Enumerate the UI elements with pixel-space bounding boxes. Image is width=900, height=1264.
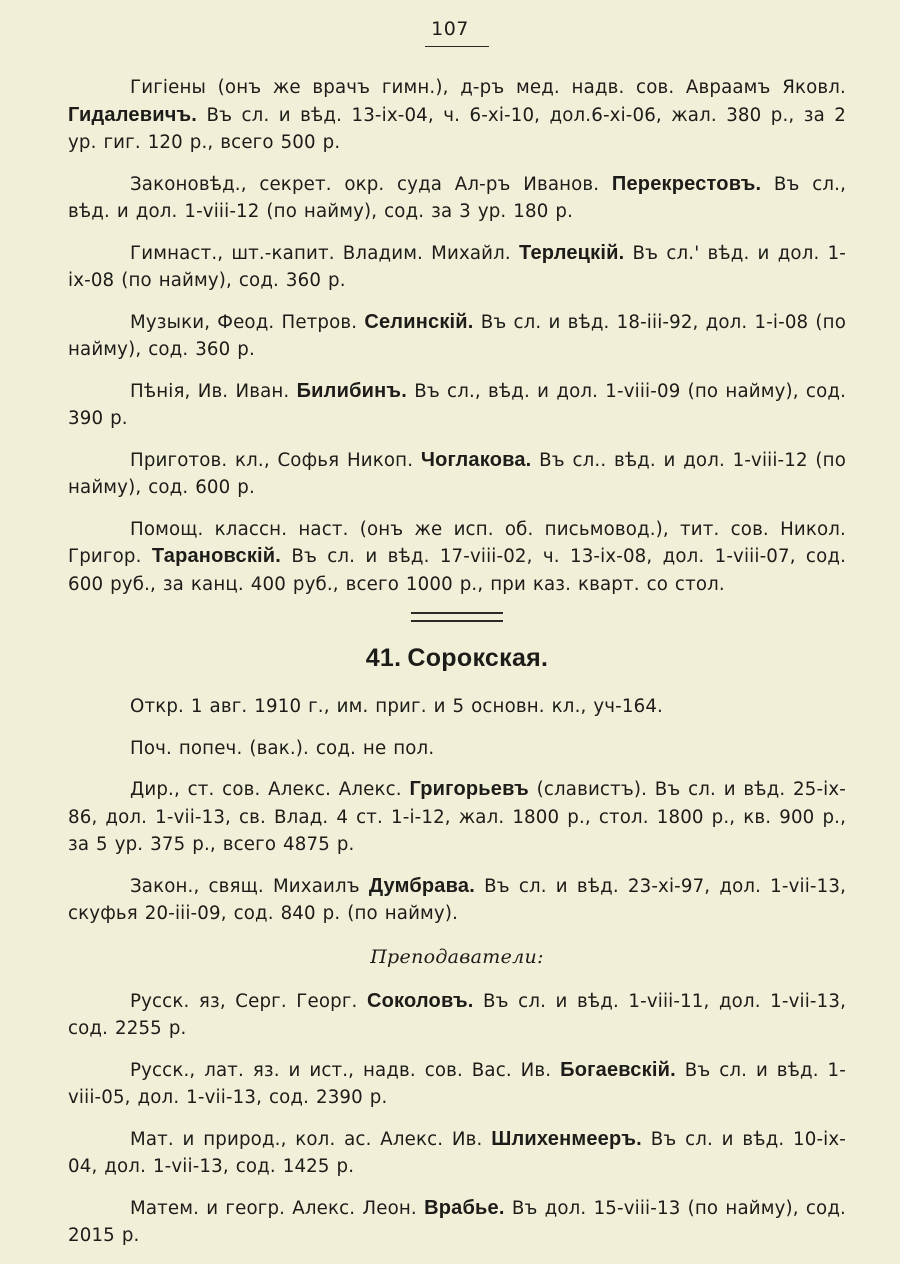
section-number: 41. xyxy=(365,644,402,672)
entry-surname: Перекрестовъ. xyxy=(611,172,762,195)
entry-gidalevich: Гигіены (онъ же врачъ гимн.), д-ръ мед. надв. сов. Авраамъ Яковл. Гидалевичъ. Въ сл. и вѣд. 13-ix-04, ч. 6-xi-10, дол.6-xi-06, жал. 380 р., за 2 ур. гиг. 120 р., всего 500 р. xyxy=(68,77,846,153)
section-heading xyxy=(68,644,846,673)
entry-choglakova: Приготов. кл., Софья Никоп. Чоглакова. Въ сл.. вѣд. и дол. 1-viii-12 (по найму), сод. 600 р. xyxy=(68,448,846,498)
entry-perekrestov: Законовѣд., секрет. окр. суда Ал-ръ Иванов. Перекрестовъ. Въ сл., вѣд. и дол. 1-viii-12 (по найму), сод. за 3 ур. 180 р. xyxy=(68,172,846,222)
entry-selinsky: Музыки, Феод. Петров. Селинскій. Въ сл. и вѣд. 18-iii-92, дол. 1-i-08 (по найму), сод. 360 р. xyxy=(68,310,846,360)
school-trustee-info: Поч. попеч. (вак.). сод. не пол. xyxy=(130,737,435,759)
entry-surname: Гидалевичъ. xyxy=(68,103,198,126)
entry-surname: Чоглакова. xyxy=(420,448,532,471)
teachers-heading: Преподаватели: xyxy=(370,945,544,968)
page-number-underline xyxy=(425,46,489,47)
entry-shlikhenmeer: Мат. и природ., кол. ас. Алекс. Ив. Шлихенмееръ. Въ сл. и вѣд. 10-ix-04, дол. 1-vii-13, сод. 1425 р. xyxy=(68,1127,847,1177)
entry-surname: Григорьевъ xyxy=(409,778,529,800)
entry-surname: Думбрава. xyxy=(368,874,475,897)
entry-surname: Билибинъ. xyxy=(296,379,407,402)
school-opening-info: Откр. 1 авг. 1910 г., им. приг. и 5 основн. кл., уч-164. xyxy=(130,696,663,717)
entry-surname: Врабье. xyxy=(424,1196,505,1219)
page-number: 107 xyxy=(431,18,469,40)
section-divider xyxy=(411,612,503,622)
entry-surname: Селинскій. xyxy=(364,310,474,333)
entry-surname: Тарановскій. xyxy=(151,545,282,567)
page-content xyxy=(68,74,846,1264)
entry-grigoriev: Дир., ст. сов. Алекс. Алекс. Григорьевъ (славистъ). Въ сл. и вѣд. 25-ix-86, дол. 1-vii-13, св. Влад. 4 ст. 1-i-12, жал. 1800 р., стол. 1800 р., кв. 900 р., за 5 ур. 375 р., всего 4875 р. xyxy=(68,778,847,855)
entry-sokolov: Русск. яз, Серг. Георг. Соколовъ. Въ сл. и вѣд. 1-viii-11, дол. 1-vii-13, сод. 2255 р. xyxy=(68,989,847,1039)
section-title: Сорокская. xyxy=(407,644,549,672)
entry-surname: Соколовъ. xyxy=(366,989,474,1012)
entry-taranovsky: Помощ. классн. наст. (онъ же исп. об. письмовод.), тит. сов. Никол. Григор. Тарановскій. Въ сл. и вѣд. 17-viii-02, ч. 13-ix-08, дол. 1-viii-07, сод. 600 руб., за канц. 400 руб., всего 1000 р., при каз. кварт. со стол. xyxy=(68,518,847,595)
entry-terletsky: Гимнаст., шт.-капит. Владим. Михайл. Терлецкій. Въ сл.' вѣд. и дол. 1-ix-08 (по найму), сод. 360 р. xyxy=(68,241,846,291)
entry-surname: Богаевскій. xyxy=(560,1058,676,1081)
entry-vrabie: Матем. и геогр. Алекс. Леон. Врабье. Въ дол. 15-viii-13 (по найму), сод. 2015 р. xyxy=(68,1196,846,1246)
entry-bogaevsky: Русск., лат. яз. и ист., надв. сов. Вас. Ив. Богаевскій. Въ сл. и вѣд. 1-viii-05, дол. 1-vii-13, сод. 2390 р. xyxy=(68,1058,846,1108)
entry-bilibin: Пѣнія, Ив. Иван. Билибинъ. Въ сл., вѣд. и дол. 1-viii-09 (по найму), сод. 390 р. xyxy=(68,379,847,429)
entry-surname: Терлецкій. xyxy=(519,241,625,264)
entry-surname: Шлихенмееръ. xyxy=(491,1127,642,1150)
entry-dumbrava: Закон., свящ. Михаилъ Думбрава. Въ сл. и вѣд. 23-xi-97, дол. 1-vii-13, скуфья 20-iii-09, сод. 840 р. (по найму). xyxy=(68,874,847,924)
